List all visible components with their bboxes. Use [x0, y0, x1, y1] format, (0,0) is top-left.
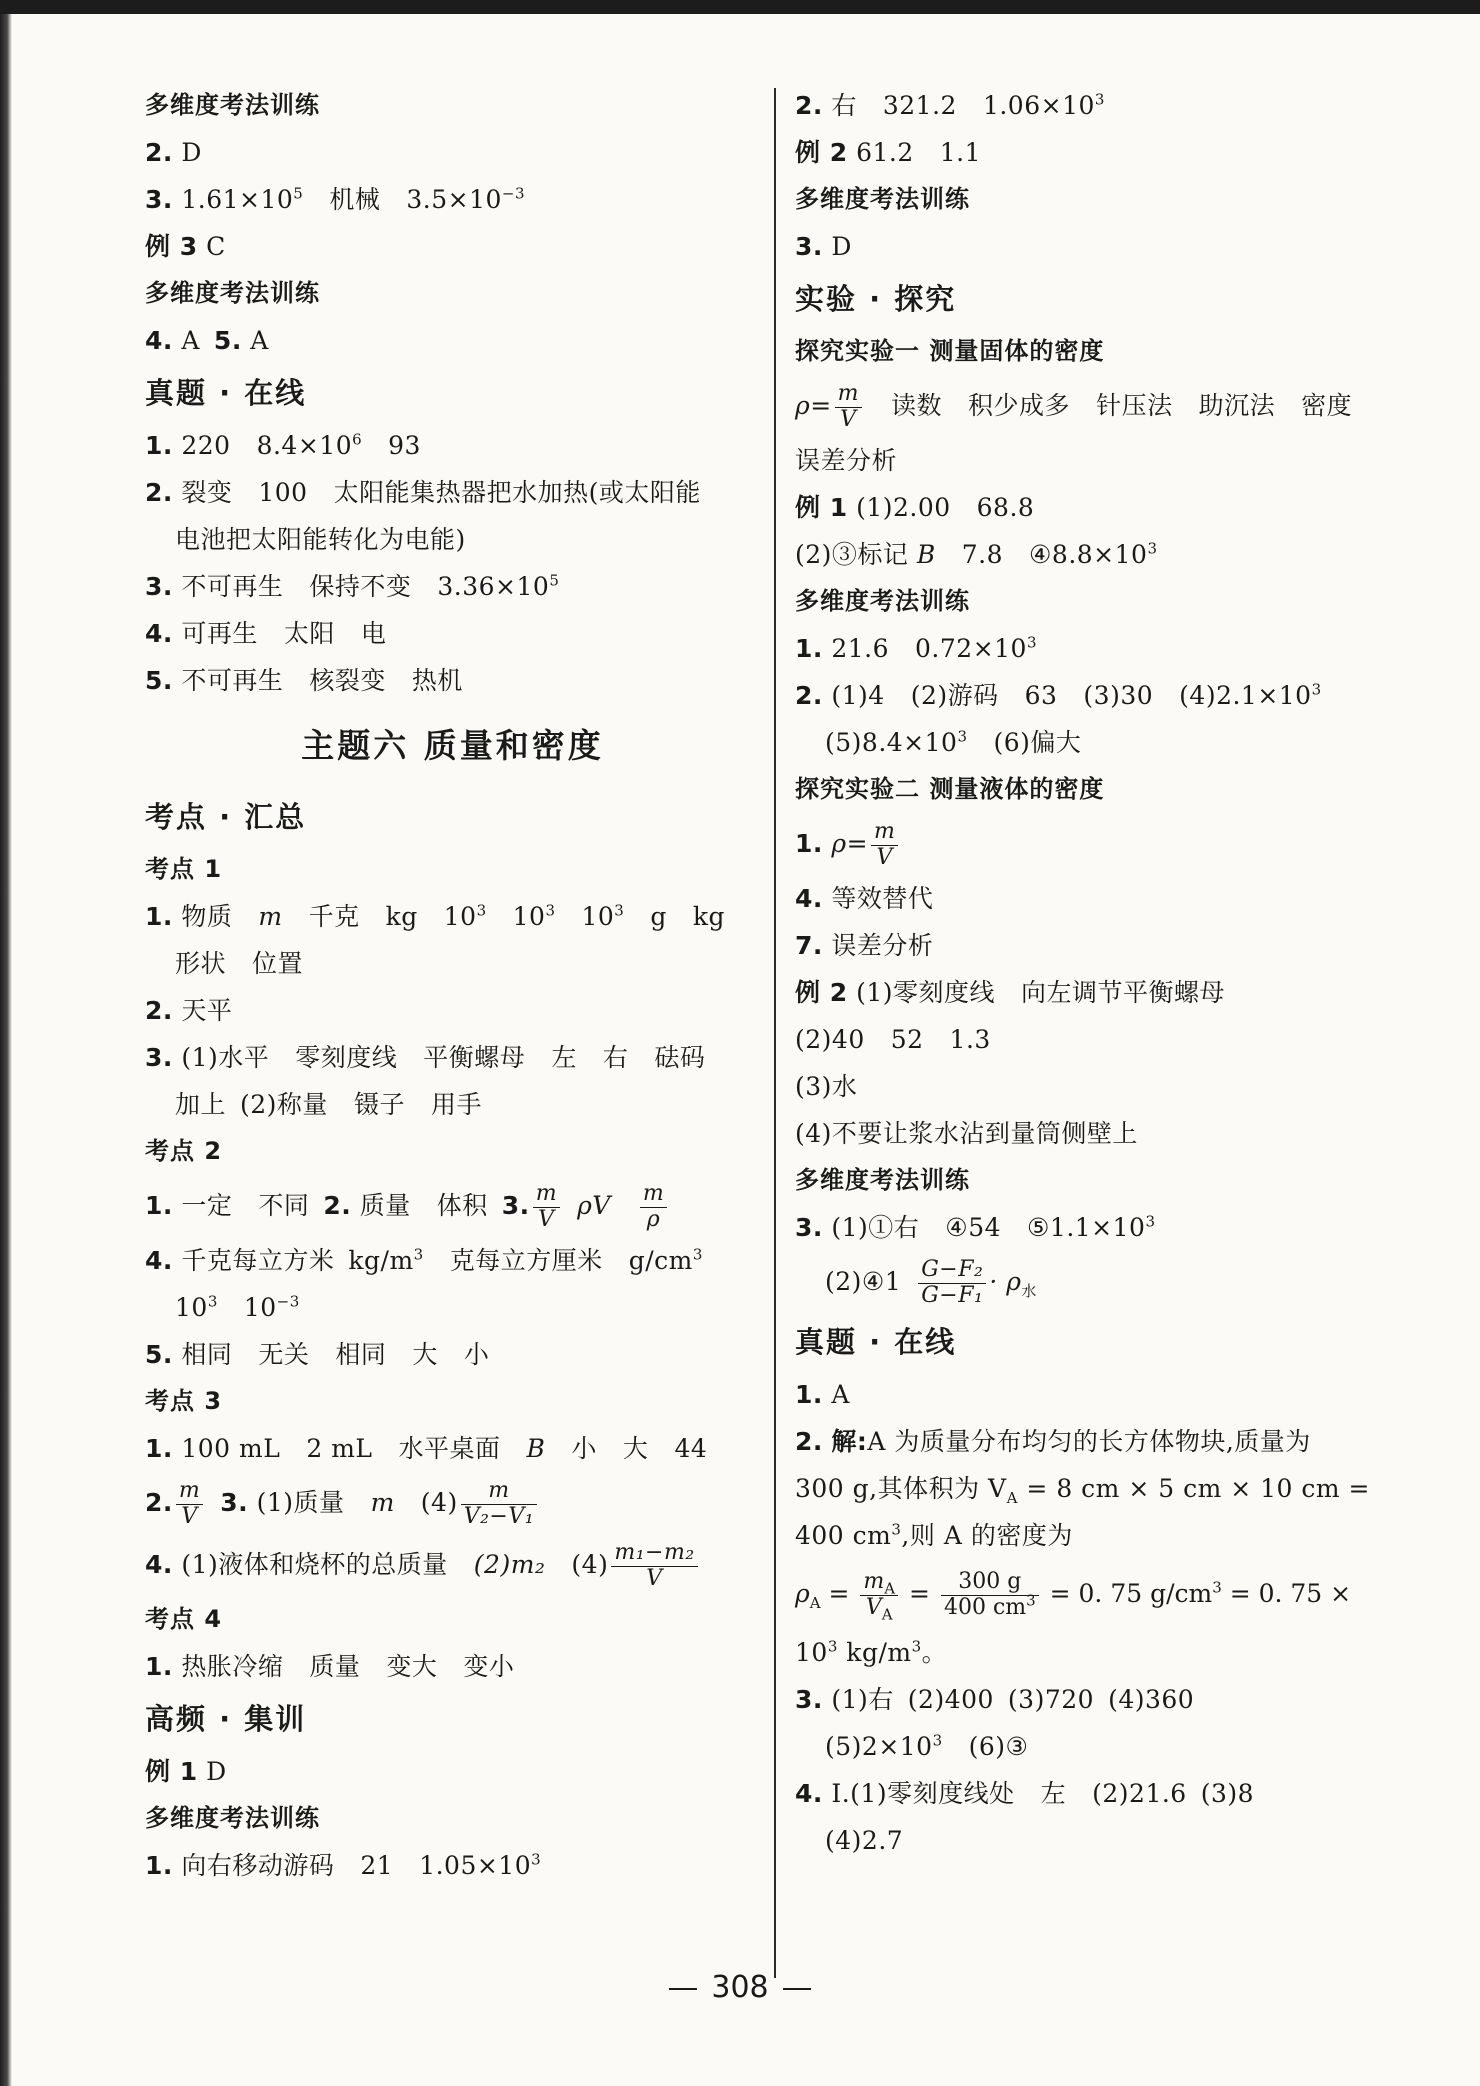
answer-line-cont: (4)2.7: [825, 1826, 904, 1855]
answer-line: 3. D: [795, 232, 852, 261]
answer-line: 4. A 5. A: [145, 326, 269, 355]
answer-line-cont: (3)水: [795, 1072, 858, 1101]
answer-line: 3. $1.61\times 10^5$ 机械 $3.5\times 10^{-3}$: [145, 184, 526, 214]
answer-line: 1. 物质 m 千克 kg $10^3$ $10^3$ $10^3$ g kg: [145, 901, 726, 931]
experiment-title: 探究实验二 测量液体的密度: [795, 775, 1105, 803]
answer-line: 3. 不可再生 保持不变 $3.36\times 10^5$: [145, 571, 560, 601]
answer-line-cont: 电池把太阳能转化为电能): [175, 525, 466, 554]
answer-line-cont: 400 $cm^3$,则 A 的密度为: [795, 1520, 1073, 1550]
answer-line-cont: $(5)2\times 10^3$ (6)③: [825, 1731, 1029, 1761]
answer-line: 3. (1)水平 零刻度线 平衡螺母 左 右 砝码: [145, 1043, 706, 1072]
answer-line: 2. 裂变 100 太阳能集热器把水加热(或太阳能: [145, 478, 701, 507]
fraction: $\frac{\text{G−F₂}}{\text{G−F₁}}$: [918, 1258, 986, 1308]
answer-line: 2. D: [145, 138, 202, 167]
answer-line: ρ= $\frac{m}{V}$ 读数 积少成多 针压法 助沉法 密度: [795, 381, 1353, 432]
answer-line: 5. 相同 无关 相同 大 小: [145, 1340, 490, 1369]
answer-line-cont: 形状 位置: [175, 949, 304, 978]
example-line: 例 2 (1)零刻度线 向左调节平衡螺母: [795, 978, 1225, 1007]
answer-line: 1. 一定 不同 2. 质量 体积 3. $\frac{m}{V}$ ρV $\frac{m}{\rho}$: [145, 1175, 760, 1237]
answer-line-cont: 加上 (2)称量 镊子 用手: [175, 1090, 482, 1119]
example-line: 例 3 C: [145, 232, 226, 261]
answer-line: 5. 不可再生 核裂变 热机: [145, 666, 463, 695]
section-subtitle: 多维度考法训练: [795, 185, 970, 213]
page-number-dash: [669, 1988, 697, 1990]
answer-line: 1. 向右移动游码 21 $1.05\times 10^3$: [145, 1850, 542, 1880]
section-heading: 实验 · 探究: [795, 282, 957, 316]
answer-line-cont: 误差分析: [795, 446, 898, 475]
section-heading: 高频 · 集训: [145, 1702, 307, 1736]
experiment-title: 探究实验一 测量固体的密度: [795, 337, 1105, 365]
answer-line: 1. 热胀冷缩 质量 变大 变小: [145, 1652, 515, 1681]
density-equation: $\rho_A$ = $\frac{m_A}{V_A}$ = $\frac{300 g}{400 cm^3}$ = 0. 75 $g/cm^3 = 0$. 75 ×: [795, 1569, 1352, 1624]
chapter-title: 主题六 质量和密度: [301, 726, 604, 765]
subsection-heading: 考点 1: [145, 855, 223, 883]
answer-line: 4. Ⅰ.(1)零刻度线处 左 (2)21.6 (3)8: [795, 1779, 1255, 1808]
fraction: $\frac{m}{V}$: [835, 382, 862, 432]
subsection-heading: 考点 4: [145, 1605, 223, 1633]
answer-line-cont: $10^3$ $10^{-3}$: [175, 1292, 300, 1322]
answer-line-cont: (2)④1 $\frac{\text{G−F₂}}{\text{G−F₁}}$ · $\rho_水$: [825, 1257, 1037, 1308]
page-top-border: [0, 0, 1480, 14]
fraction: $\frac{m}{V}$: [533, 1182, 560, 1232]
answer-line: 4. 可再生 太阳 电: [145, 619, 387, 648]
subsection-heading: 考点 2: [145, 1137, 223, 1165]
answer-line: 1. ρ= $\frac{m}{V}$: [795, 813, 1427, 875]
answer-line-cont: $(5)8.4\times 10^3$ (6)偏大: [825, 727, 1082, 757]
answer-line: 2. 天平: [145, 996, 233, 1025]
section-heading: 真题 · 在线: [795, 1325, 957, 1359]
answer-line-cont: (2)③标记 B 7.8 $④8.8\times 10^3$: [795, 539, 1158, 569]
page-number-dash: [783, 1988, 811, 1990]
section-subtitle: 多维度考法训练: [145, 1804, 320, 1832]
section-subtitle: 多维度考法训练: [145, 91, 320, 119]
answer-line: 7. 误差分析: [795, 931, 934, 960]
page-left-shadow: [0, 14, 12, 2086]
answer-line-cont: (4)不要让浆水沾到量筒侧壁上: [795, 1119, 1138, 1148]
left-column: [145, 82, 760, 1889]
answer-line: 4. (1)液体和烧杯的总质量 (2)m₂ (4) $\frac{\text{m₁−m₂}}{V}$: [145, 1534, 760, 1596]
fraction: $\frac{300 g}{400 cm^3}$: [941, 1570, 1039, 1620]
answer-line: 1. 21.6 $0.72\times 10^3$: [795, 633, 1038, 663]
answer-line: 3. (1)①右 ④54 $⑤1.1\times 10^3$: [795, 1212, 1156, 1242]
fraction: $\frac{\text{m₁−m₂}}{V}$: [611, 1541, 697, 1591]
answer-line: 1. 220 $8.4\times 10^6$ 93: [145, 430, 421, 460]
right-column: [795, 82, 1427, 1864]
fraction: $\frac{m}{\rho}$: [640, 1182, 667, 1232]
answer-line: 2. 解:A 为质量分布均匀的长方体物块,质量为: [795, 1427, 1311, 1456]
answer-line: 4. 等效替代: [795, 884, 934, 913]
page-number: 308: [0, 1970, 1480, 2005]
example-line: 例 2 61.2 1.1: [795, 138, 981, 167]
fraction: $\frac{m}{\text{V₂−V₁}}$: [461, 1479, 537, 1529]
subsection-heading: 考点 3: [145, 1387, 223, 1415]
column-divider: [774, 88, 776, 1978]
section-subtitle: 多维度考法训练: [795, 1166, 970, 1194]
fraction: $\frac{m}{V}$: [176, 1479, 203, 1529]
answer-line: 1. 100 mL 2 mL 水平桌面 B 小 大 44: [145, 1434, 708, 1463]
example-line: 例 1 (1)2.00 68.8: [795, 493, 1035, 522]
answer-line-cont: (2)40 52 1.3: [795, 1025, 991, 1054]
answer-line: 4. 千克每立方米 $kg/m^3$ 克每立方厘米 $g/cm^3$: [145, 1245, 703, 1275]
fraction: $\frac{m_A}{V_A}$: [860, 1570, 898, 1620]
section-heading: 真题 · 在线: [145, 376, 307, 410]
example-line: 例 1 D: [145, 1757, 227, 1786]
section-subtitle: 多维度考法训练: [795, 587, 970, 615]
answer-line: 1. A: [795, 1380, 850, 1409]
section-subtitle: 多维度考法训练: [145, 279, 320, 307]
answer-line: 2. (1)4 (2)游码 63 (3)30 $(4)2.1\times 10^3$: [795, 680, 1322, 710]
answer-line: 2. $\frac{m}{V}$ 3. (1)质量 m (4) $\frac{m}{\text{V₂−V₁}}$: [145, 1472, 760, 1534]
answer-line: 2. 右 321.2 $1.06\times 10^3$: [795, 90, 1105, 120]
section-heading: 考点 · 汇总: [145, 800, 307, 834]
answer-line: 3. (1)右 (2)400 (3)720 (4)360: [795, 1685, 1195, 1714]
answer-line-cont: 300 g,其体积为 $V_A = 8$ cm × 5 cm × 10 cm =: [795, 1474, 1370, 1507]
answer-line-cont: $10^3$ $kg/m^3$。: [795, 1637, 948, 1667]
fraction: $\frac{m}{V}$: [871, 820, 898, 870]
